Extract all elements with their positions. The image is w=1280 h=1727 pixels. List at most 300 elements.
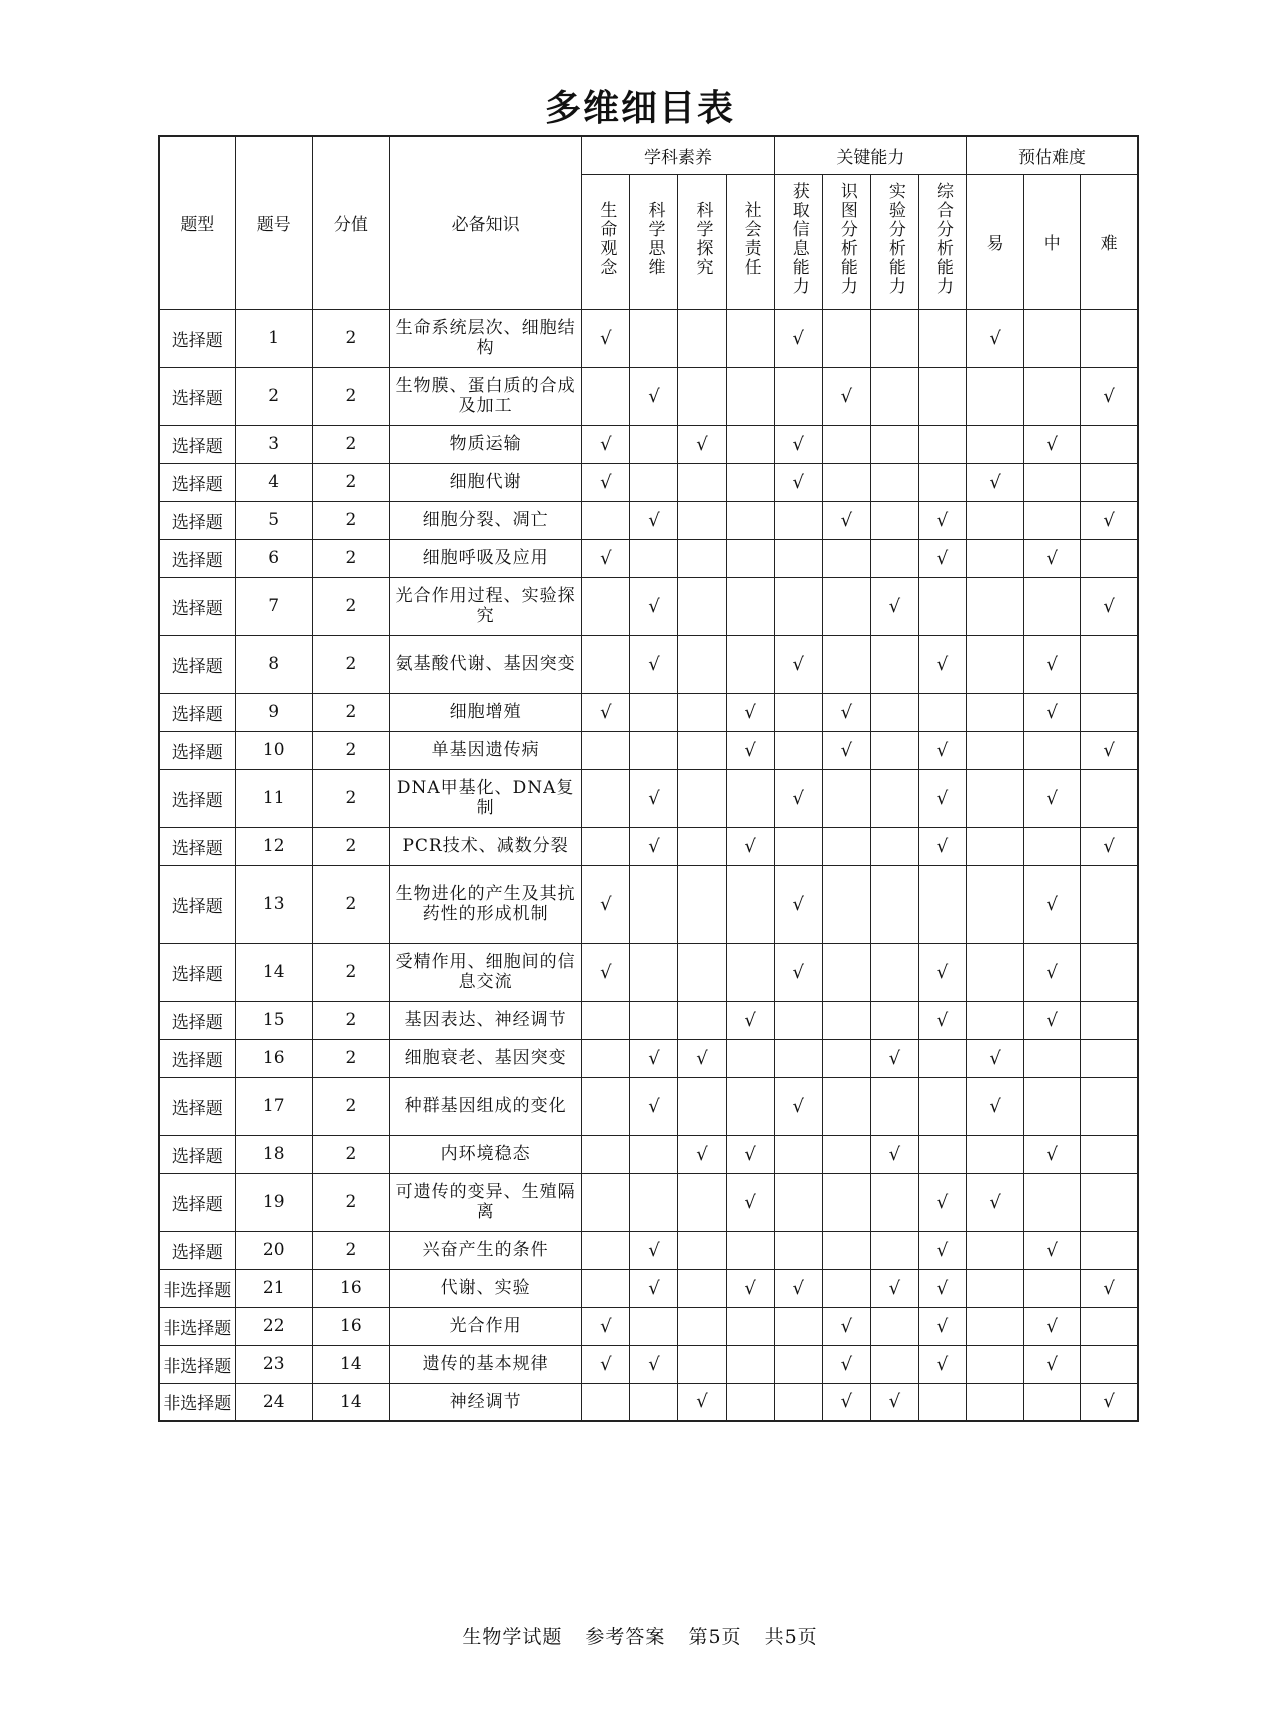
- check-mark: √: [600, 893, 612, 915]
- cell-mark: [774, 501, 822, 539]
- cell-mark: [918, 731, 966, 769]
- cell-knowledge: 细胞呼吸及应用: [389, 539, 581, 577]
- cell-number: 6: [235, 539, 312, 577]
- cell-mark: [967, 1173, 1024, 1231]
- cell-type: 选择题: [159, 1077, 235, 1135]
- cell-mark: [822, 1345, 870, 1383]
- cell-mark: [726, 367, 774, 425]
- header-col: 获取信息能力: [774, 174, 822, 309]
- cell-mark: [678, 425, 726, 463]
- cell-mark: [630, 577, 678, 635]
- check-mark: √: [648, 653, 660, 675]
- cell-mark: [1081, 1231, 1138, 1269]
- cell-mark: [774, 865, 822, 943]
- cell-mark: [1024, 731, 1081, 769]
- cell-mark: [822, 367, 870, 425]
- cell-mark: [918, 577, 966, 635]
- cell-mark: [1024, 693, 1081, 731]
- check-mark: √: [648, 1277, 660, 1299]
- cell-mark: [630, 1383, 678, 1421]
- cell-mark: [918, 865, 966, 943]
- cell-mark: [678, 367, 726, 425]
- cell-mark: [870, 1345, 918, 1383]
- table-row: [159, 1307, 1138, 1345]
- cell-mark: [967, 367, 1024, 425]
- cell-type: 选择题: [159, 1135, 235, 1173]
- cell-mark: [1081, 425, 1138, 463]
- check-mark: √: [792, 787, 804, 809]
- header-group-difficulty: 预估难度: [967, 136, 1138, 174]
- cell-mark: [774, 1231, 822, 1269]
- cell-score: 2: [312, 731, 389, 769]
- cell-score: 2: [312, 1077, 389, 1135]
- header-col: 科学思维: [630, 174, 678, 309]
- header-col: 社会责任: [726, 174, 774, 309]
- cell-mark: [678, 1077, 726, 1135]
- cell-mark: [774, 693, 822, 731]
- cell-mark: [678, 1173, 726, 1231]
- check-mark: √: [989, 1095, 1001, 1117]
- cell-knowledge: 遗传的基本规律: [389, 1345, 581, 1383]
- cell-mark: [918, 1269, 966, 1307]
- cell-mark: [967, 731, 1024, 769]
- header-score: 分值: [312, 136, 389, 309]
- cell-mark: [630, 1231, 678, 1269]
- cell-mark: [1081, 731, 1138, 769]
- cell-mark: [918, 943, 966, 1001]
- check-mark: √: [1046, 1239, 1058, 1261]
- check-mark: √: [1046, 1009, 1058, 1031]
- cell-mark: [774, 1307, 822, 1345]
- cell-mark: [582, 425, 630, 463]
- cell-mark: [967, 1001, 1024, 1039]
- check-mark: √: [744, 1277, 756, 1299]
- cell-mark: [1024, 865, 1081, 943]
- table-row: [159, 1345, 1138, 1383]
- table-row: [159, 827, 1138, 865]
- cell-mark: [678, 731, 726, 769]
- check-mark: √: [1046, 893, 1058, 915]
- cell-type: 非选择题: [159, 1307, 235, 1345]
- table-row: [159, 367, 1138, 425]
- check-mark: √: [1046, 653, 1058, 675]
- cell-mark: [630, 539, 678, 577]
- cell-mark: [726, 1173, 774, 1231]
- cell-type: 选择题: [159, 1039, 235, 1077]
- cell-number: 14: [235, 943, 312, 1001]
- table-row: [159, 943, 1138, 1001]
- cell-mark: [582, 1173, 630, 1231]
- cell-mark: [870, 463, 918, 501]
- cell-mark: [630, 1307, 678, 1345]
- cell-type: 选择题: [159, 865, 235, 943]
- cell-score: 2: [312, 367, 389, 425]
- check-mark: √: [936, 961, 949, 983]
- cell-mark: [774, 1345, 822, 1383]
- cell-mark: [630, 1345, 678, 1383]
- cell-mark: [822, 1307, 870, 1345]
- cell-mark: [630, 769, 678, 827]
- cell-mark: [1024, 1001, 1081, 1039]
- cell-mark: [582, 865, 630, 943]
- cell-mark: [1081, 1173, 1138, 1231]
- cell-mark: [582, 1345, 630, 1383]
- cell-mark: [726, 501, 774, 539]
- cell-number: 9: [235, 693, 312, 731]
- cell-mark: [967, 693, 1024, 731]
- cell-mark: [1024, 1039, 1081, 1077]
- cell-mark: [678, 865, 726, 943]
- check-mark: √: [936, 1191, 949, 1213]
- cell-number: 24: [235, 1383, 312, 1421]
- cell-knowledge: 种群基因组成的变化: [389, 1077, 581, 1135]
- cell-mark: [918, 635, 966, 693]
- cell-type: 选择题: [159, 827, 235, 865]
- cell-knowledge: 细胞分裂、凋亡: [389, 501, 581, 539]
- cell-score: 16: [312, 1269, 389, 1307]
- cell-number: 21: [235, 1269, 312, 1307]
- cell-mark: [870, 539, 918, 577]
- cell-type: 选择题: [159, 463, 235, 501]
- cell-mark: [1081, 635, 1138, 693]
- cell-mark: [630, 1135, 678, 1173]
- cell-mark: [726, 577, 774, 635]
- header-col: 实验分析能力: [870, 174, 918, 309]
- check-mark: √: [648, 1239, 660, 1261]
- check-mark: √: [936, 1239, 949, 1261]
- cell-mark: [918, 539, 966, 577]
- cell-score: 2: [312, 635, 389, 693]
- cell-mark: [1081, 1039, 1138, 1077]
- header-knowledge: 必备知识: [389, 136, 581, 309]
- cell-mark: [1081, 865, 1138, 943]
- cell-type: 选择题: [159, 693, 235, 731]
- cell-mark: [582, 769, 630, 827]
- check-mark: √: [1103, 835, 1115, 857]
- cell-mark: [582, 943, 630, 1001]
- cell-type: 选择题: [159, 769, 235, 827]
- check-mark: √: [648, 1095, 660, 1117]
- cell-knowledge: 氨基酸代谢、基因突变: [389, 635, 581, 693]
- cell-mark: [1081, 309, 1138, 367]
- check-mark: √: [1046, 1315, 1058, 1337]
- table-body: [159, 309, 1138, 1421]
- cell-mark: [1081, 1383, 1138, 1421]
- cell-score: 14: [312, 1383, 389, 1421]
- check-mark: √: [1046, 433, 1058, 455]
- header-col: 综合分析能力: [918, 174, 966, 309]
- cell-mark: [582, 693, 630, 731]
- cell-type: 选择题: [159, 635, 235, 693]
- cell-mark: [774, 1039, 822, 1077]
- check-mark: √: [600, 547, 612, 569]
- check-mark: √: [600, 327, 612, 349]
- cell-mark: [870, 367, 918, 425]
- check-mark: √: [888, 1277, 901, 1299]
- cell-mark: [582, 1039, 630, 1077]
- cell-mark: [678, 577, 726, 635]
- cell-mark: [678, 1383, 726, 1421]
- cell-mark: [774, 731, 822, 769]
- cell-number: 13: [235, 865, 312, 943]
- cell-mark: [630, 463, 678, 501]
- cell-type: 选择题: [159, 309, 235, 367]
- cell-mark: [726, 635, 774, 693]
- cell-mark: [822, 1135, 870, 1173]
- check-mark: √: [936, 509, 949, 531]
- cell-mark: [1081, 1135, 1138, 1173]
- header-col: 识图分析能力: [822, 174, 870, 309]
- cell-type: 选择题: [159, 539, 235, 577]
- spec-table: [158, 135, 1139, 1422]
- cell-mark: [822, 309, 870, 367]
- cell-knowledge: 受精作用、细胞间的信息交流: [389, 943, 581, 1001]
- check-mark: √: [1103, 1277, 1115, 1299]
- check-mark: √: [792, 1277, 804, 1299]
- cell-mark: [967, 539, 1024, 577]
- cell-mark: [726, 1307, 774, 1345]
- cell-score: 2: [312, 463, 389, 501]
- check-mark: √: [888, 1143, 901, 1165]
- cell-mark: [822, 1383, 870, 1421]
- cell-mark: [726, 865, 774, 943]
- cell-mark: [1081, 367, 1138, 425]
- cell-mark: [582, 1135, 630, 1173]
- cell-knowledge: 可遗传的变异、生殖隔离: [389, 1173, 581, 1231]
- cell-mark: [967, 1269, 1024, 1307]
- cell-mark: [918, 1383, 966, 1421]
- cell-mark: [678, 1345, 726, 1383]
- cell-mark: [918, 1345, 966, 1383]
- cell-knowledge: 光合作用过程、实验探究: [389, 577, 581, 635]
- cell-score: 14: [312, 1345, 389, 1383]
- cell-mark: [1024, 1269, 1081, 1307]
- cell-mark: [678, 501, 726, 539]
- cell-mark: [967, 943, 1024, 1001]
- cell-mark: [1024, 827, 1081, 865]
- check-mark: √: [1046, 787, 1058, 809]
- check-mark: √: [648, 595, 660, 617]
- cell-mark: [870, 693, 918, 731]
- cell-mark: [1024, 1173, 1081, 1231]
- cell-mark: [918, 1231, 966, 1269]
- cell-score: 2: [312, 425, 389, 463]
- footer-subject: 生物学试题: [462, 1626, 563, 1648]
- cell-mark: [582, 367, 630, 425]
- table-row: [159, 309, 1138, 367]
- check-mark: √: [936, 787, 949, 809]
- cell-mark: [822, 1001, 870, 1039]
- cell-mark: [1081, 501, 1138, 539]
- cell-score: 2: [312, 693, 389, 731]
- cell-knowledge: 细胞衰老、基因突变: [389, 1039, 581, 1077]
- table-row: [159, 463, 1138, 501]
- cell-mark: [870, 1231, 918, 1269]
- cell-mark: [822, 463, 870, 501]
- cell-number: 1: [235, 309, 312, 367]
- cell-mark: [582, 635, 630, 693]
- header-col: 生命观念: [582, 174, 630, 309]
- cell-number: 15: [235, 1001, 312, 1039]
- cell-mark: [726, 769, 774, 827]
- cell-mark: [822, 693, 870, 731]
- cell-mark: [774, 1135, 822, 1173]
- cell-mark: [1024, 1345, 1081, 1383]
- cell-mark: [726, 1383, 774, 1421]
- cell-mark: [774, 827, 822, 865]
- cell-mark: [678, 1039, 726, 1077]
- table-row: [159, 865, 1138, 943]
- cell-mark: [918, 1173, 966, 1231]
- check-mark: √: [792, 1095, 804, 1117]
- check-mark: √: [696, 1047, 708, 1069]
- cell-mark: [822, 635, 870, 693]
- footer-total: 共5页: [764, 1626, 818, 1648]
- cell-knowledge: 单基因遗传病: [389, 731, 581, 769]
- cell-type: 选择题: [159, 1001, 235, 1039]
- cell-mark: [822, 731, 870, 769]
- cell-mark: [967, 577, 1024, 635]
- header-col: 难: [1081, 174, 1138, 309]
- header-col: 易: [967, 174, 1024, 309]
- cell-mark: [726, 1231, 774, 1269]
- cell-mark: [822, 1231, 870, 1269]
- cell-mark: [822, 577, 870, 635]
- cell-mark: [726, 539, 774, 577]
- cell-type: 选择题: [159, 501, 235, 539]
- cell-mark: [582, 577, 630, 635]
- cell-mark: [678, 309, 726, 367]
- check-mark: √: [792, 653, 804, 675]
- header-number: 题号: [235, 136, 312, 309]
- cell-number: 8: [235, 635, 312, 693]
- cell-mark: [870, 1269, 918, 1307]
- cell-knowledge: 代谢、实验: [389, 1269, 581, 1307]
- cell-type: 选择题: [159, 367, 235, 425]
- cell-mark: [582, 309, 630, 367]
- cell-knowledge: 神经调节: [389, 1383, 581, 1421]
- cell-type: 选择题: [159, 577, 235, 635]
- cell-mark: [582, 501, 630, 539]
- check-mark: √: [600, 961, 612, 983]
- cell-knowledge: 兴奋产生的条件: [389, 1231, 581, 1269]
- cell-mark: [1081, 1269, 1138, 1307]
- cell-mark: [870, 1001, 918, 1039]
- cell-mark: [1081, 943, 1138, 1001]
- cell-type: 选择题: [159, 425, 235, 463]
- cell-mark: [1081, 577, 1138, 635]
- cell-mark: [822, 1077, 870, 1135]
- header-type: 题型: [159, 136, 235, 309]
- check-mark: √: [648, 787, 660, 809]
- cell-mark: [678, 1001, 726, 1039]
- check-mark: √: [744, 1143, 756, 1165]
- cell-mark: [822, 943, 870, 1001]
- cell-mark: [726, 1269, 774, 1307]
- header-col: 科学探究: [678, 174, 726, 309]
- cell-mark: [1081, 539, 1138, 577]
- table-row: [159, 1173, 1138, 1231]
- cell-mark: [774, 769, 822, 827]
- check-mark: √: [744, 739, 756, 761]
- cell-number: 2: [235, 367, 312, 425]
- footer-doc: 参考答案: [585, 1626, 666, 1648]
- cell-score: 2: [312, 1173, 389, 1231]
- cell-number: 18: [235, 1135, 312, 1173]
- check-mark: √: [744, 701, 756, 723]
- cell-mark: [678, 827, 726, 865]
- cell-mark: [967, 1039, 1024, 1077]
- table-row: [159, 1039, 1138, 1077]
- check-mark: √: [600, 1353, 612, 1375]
- cell-mark: [1024, 1231, 1081, 1269]
- check-mark: √: [1103, 509, 1115, 531]
- cell-mark: [630, 1173, 678, 1231]
- cell-number: 16: [235, 1039, 312, 1077]
- cell-mark: [967, 827, 1024, 865]
- cell-mark: [1081, 463, 1138, 501]
- cell-mark: [822, 539, 870, 577]
- cell-mark: [870, 1173, 918, 1231]
- check-mark: √: [1046, 1353, 1058, 1375]
- table-row: [159, 425, 1138, 463]
- cell-mark: [967, 1077, 1024, 1135]
- cell-score: 2: [312, 827, 389, 865]
- table-row: [159, 1231, 1138, 1269]
- cell-mark: [774, 1077, 822, 1135]
- cell-mark: [918, 463, 966, 501]
- check-mark: √: [1103, 385, 1115, 407]
- cell-score: 2: [312, 1039, 389, 1077]
- cell-score: 2: [312, 501, 389, 539]
- cell-mark: [1024, 501, 1081, 539]
- cell-knowledge: 细胞增殖: [389, 693, 581, 731]
- cell-mark: [582, 1077, 630, 1135]
- check-mark: √: [1046, 547, 1058, 569]
- cell-mark: [630, 827, 678, 865]
- cell-mark: [630, 635, 678, 693]
- cell-mark: [870, 1307, 918, 1345]
- check-mark: √: [936, 835, 949, 857]
- cell-mark: [774, 1383, 822, 1421]
- cell-knowledge: 物质运输: [389, 425, 581, 463]
- check-mark: √: [648, 1353, 660, 1375]
- cell-mark: [678, 1135, 726, 1173]
- check-mark: √: [744, 1009, 756, 1031]
- cell-type: 选择题: [159, 943, 235, 1001]
- cell-mark: [822, 1039, 870, 1077]
- check-mark: √: [1046, 1143, 1058, 1165]
- cell-mark: [774, 1269, 822, 1307]
- cell-score: 2: [312, 943, 389, 1001]
- check-mark: √: [600, 433, 612, 455]
- cell-mark: [822, 1269, 870, 1307]
- cell-mark: [967, 1383, 1024, 1421]
- cell-mark: [774, 577, 822, 635]
- cell-mark: [918, 769, 966, 827]
- check-mark: √: [840, 701, 853, 723]
- cell-mark: [870, 425, 918, 463]
- cell-mark: [726, 1345, 774, 1383]
- table-row: [159, 1001, 1138, 1039]
- cell-mark: [582, 1001, 630, 1039]
- cell-knowledge: DNA甲基化、DNA复制: [389, 769, 581, 827]
- cell-mark: [678, 1269, 726, 1307]
- check-mark: √: [936, 653, 949, 675]
- check-mark: √: [840, 509, 853, 531]
- check-mark: √: [792, 471, 804, 493]
- cell-number: 20: [235, 1231, 312, 1269]
